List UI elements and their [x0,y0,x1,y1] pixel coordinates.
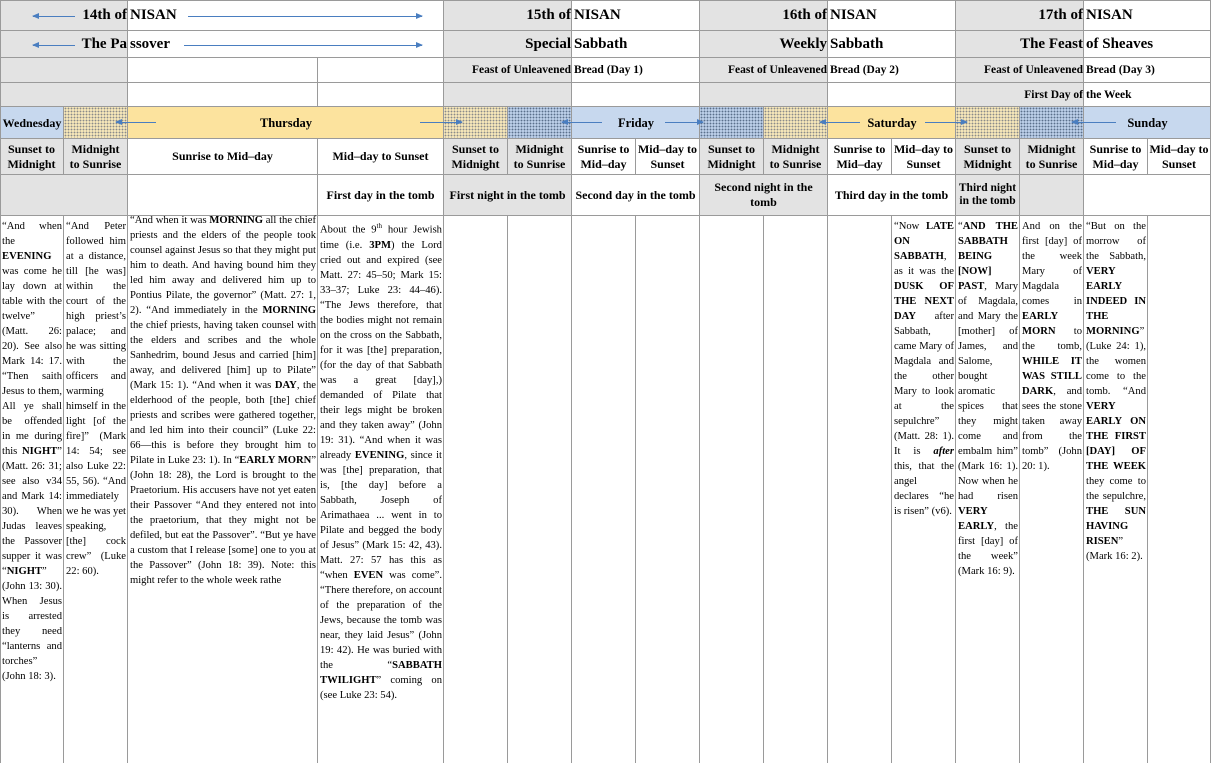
period-line1: Sunset to [707,141,755,156]
body-col [700,216,764,763]
row3-cell [128,58,318,83]
period-header [700,139,764,175]
arrow-right-icon [925,122,967,123]
period-line1: Mid–day to Sunset [332,149,429,163]
tomb-second-night: Second night in the tomb [700,175,828,216]
period-line1: Mid–day to [637,141,697,156]
tomb-cell [1084,175,1211,216]
tomb-cell [1020,175,1084,216]
tomb-third-night: Third night in the tomb [956,175,1020,216]
row3-cell [0,58,128,83]
nisan15-label-left: 15th of [526,7,571,23]
sheaves-label-left: The Feast [1020,36,1083,52]
unleavened-day3-right: Bread (Day 3) [1086,64,1155,76]
period-line2: Midnight [707,156,756,171]
period-line1: Sunset to [451,141,499,156]
period-line1: Sunset to [7,141,55,156]
passover-label-right: ssover [130,36,170,52]
tomb-cell [128,175,318,216]
unleavened-day2-left: Feast of Unleavened [727,64,827,76]
body-col [572,216,636,763]
arrow-right-icon [184,45,422,46]
arrow-left-icon [33,45,75,46]
text-thursday-afternoon: About the 9th hour Jewish time (i.e. 3PM) the Lord cried out and expired (see Matt. 27: 45–50; Mark 15: 33–37; Luke 23: 44–46). “The Jews therefore, that the bodies might not remain on the cross on the Sabbath, for it was [the] preparation, (for the day of that Sabbath was a great [day],) demanded of Pilate that their legs might be broken and they taken away” (John 19: 31). “And when it was already EVENING, since it was [the] preparation, that is, [the day] before a Sabbath, Joseph of Arimathaea ... went in to Pilate and begged the body of Jesus” (Mark 15: 42, 43). Matt. 27: 57 has this as “when EVEN was come”. “There therefore, on account of the preparation of the Jews, because the tomb was near, they laid Jesus” (John 19: 42). He was buried with the “SABBATH TWILIGHT” coming on (see Luke 23: 54). [320,222,442,701]
tomb-first-day: First day in the tomb [318,175,444,216]
tomb-first-night: First night in the tomb [444,175,572,216]
text-saturday-evening: “AND THE SABBATH BEING [NOW] PAST, Mary of Magdala, and Mary the [mother] of James, and Salome, bought aromatic spices that they might come and embalm him” (Mark 16: 1). Now when he had risen VERY EARLY, the first [day] of the week” (Mark 16: 9). [958,221,1018,577]
period-line1: Midnight [1027,141,1076,156]
text-wednesday-night: “And Peter followed him at a distance, till [he was] within the court of the high priest’s palace; and he was sitting with the officers and warming himself in the light [of the fire]” (Mark 14: 54; see also Luke 22: 55, 56). “And immediately we he was yet speaking, [the] cock crew” (Luke 22: 60). [66,221,126,577]
period-line1: Mid–day to [1149,141,1209,156]
period-line1: Sunrise to [833,141,886,156]
period-line1: Mid–day to [893,141,953,156]
period-line1: Midnight [71,141,120,156]
period-header [636,139,700,175]
text-saturday-afternoon: “Now LATE ON SABBATH, as it was the DUSK OF THE NEXT DAY after Sabbath, came Mary of Magdala and the other Mary to look at the sepulchre” (Matt. 28: 1). It is after this, that the angel declares “he is risen” (v6). [894,221,954,517]
passover-label-left: The Pa [81,36,127,52]
text-saturday-night: And on the first [day] of the week Mary of Magdala comes in EARLY MORN to the tomb, WHILE IT WAS STILL DARK, and sees the stone taken away from the tomb” (John 20: 1). [1022,221,1082,472]
period-header [1020,139,1084,175]
period-line2: to Sunrise [1025,156,1078,171]
period-line1: Sunrise to [1089,141,1142,156]
body-col [764,216,828,763]
friday-label: Friday [617,115,655,130]
friday-night-a [700,107,764,139]
period-header [128,139,318,175]
unleavened-day1-left: Feast of Unleavened [471,64,571,76]
saturday-label: Saturday [867,115,917,130]
period-line1: Sunset to [963,141,1011,156]
period-line1: Midnight [771,141,820,156]
unleavened-day3-left: Feast of Unleavened [983,64,1083,76]
arrow-right-icon [665,122,703,123]
unleavened-day2-right: Bread (Day 2) [830,64,899,76]
period-header [64,139,128,175]
tomb-third-day: Third day in the tomb [828,175,956,216]
nisan16-label-right: NISAN [830,7,877,23]
arrow-left-icon [33,16,75,17]
period-line2: Sunset [650,156,685,171]
period-line2: Mid–day [580,156,627,171]
first-day-week-left: First Day of [1024,89,1083,101]
period-line2: Sunset [906,156,941,171]
period-header [444,139,508,175]
period-line2: to Sunrise [513,156,566,171]
period-header [764,139,828,175]
special-sabbath-left: Special [525,36,571,52]
period-header [892,139,956,175]
first-day-week-right: the Week [1086,89,1132,101]
period-line2: Midnight [963,156,1012,171]
body-col [636,216,700,763]
period-line1: Sunrise to [577,141,630,156]
unleavened-day1-right: Bread (Day 1) [574,64,643,76]
nisan14-label-left: 14th of [82,7,127,23]
row3-cell [318,58,444,83]
period-header [572,139,636,175]
row4-cell [444,83,572,107]
period-line2: Sunset [1161,156,1196,171]
row4-cell [828,83,956,107]
period-header [956,139,1020,175]
nisan15-label-right: NISAN [574,7,621,23]
row4-cell [572,83,700,107]
special-sabbath-right: Sabbath [574,36,628,52]
row4-cell [128,83,318,107]
text-sunday-morning: “But on the morrow of the Sabbath, VERY EARLY INDEED IN THE MORNING” (Luke 24: 1), the women come to the tomb. “And VERY EARLY ON THE FIRST [DAY] OF THE WEEK they come to the sepulchre, THE SUN HAVING RISEN” (Mark 16: 2). [1086,221,1146,562]
body-col [1148,216,1211,763]
nisan16-label-left: 16th of [782,7,827,23]
thursday-night-a [444,107,508,139]
period-header [0,139,64,175]
thursday-label: Thursday [259,115,313,130]
arrow-left-icon [1072,122,1116,123]
sheaves-label-right: of Sheaves [1086,36,1154,52]
period-header [828,139,892,175]
text-thursday-morning: “And when it was MORNING all the chief priests and the elders of the people took counsel against Jesus so that they might put him to death. And having bound him they led him away and delivered him up to Pontius Pilate, the governor” (Matt. 27: 1, 2). “And immediately in the MORNING the chief priests, having taken counsel with the elders and scribes and the whole Sanhedrim, bound Jesus and carried [him] away, and delivered [him] up to Pilate” (Mark 15: 1). “And when it was DAY, the elderhood of the people, both [the] chief priests and scribes were gathered together, and led him into their council” (Luke 22: 66—this is before they brought him to Pilate in Luke 23: 1). In “EARLY MORN” (John 18: 28), the Lord is brought to the Praetorium. His accusers have not yet eaten their Passover “And they entered not into the praetorium, that they might not be defiled, but eat the Passover”. “But ye have a custom that I release [some] one to you at the Passover” (John 18: 39). Note: this might refer to the whole week rathe [130,215,317,586]
period-line1: Sunrise to Mid–day [172,149,273,163]
arrow-right-icon [420,122,462,123]
period-line2: to Sunrise [69,156,122,171]
period-header [508,139,572,175]
nisan14-label-right: NISAN [130,7,177,23]
wednesday-label: Wednesday [2,115,62,130]
period-line2: Midnight [451,156,500,171]
period-line2: to Sunrise [769,156,822,171]
body-col [508,216,572,763]
period-line2: Mid–day [836,156,883,171]
row4-cell [318,83,444,107]
period-header [1148,139,1211,175]
tomb-second-day: Second day in the tomb [572,175,700,216]
arrow-left-icon [562,122,602,123]
period-header [1084,139,1148,175]
nisan17-label-right: NISAN [1086,7,1133,23]
sunday-label: Sunday [1127,115,1168,130]
period-header [318,139,444,175]
nisan17-label-left: 17th of [1038,7,1083,23]
row4-cell [700,83,828,107]
text-wednesday-evening: “And when the EVENING was come he lay down at table with the twelve” (Matt. 26: 20). See also Mark 14: 17. “Then saith Jesus to them, All ye shall be offended in me during this NIGHT” (Matt. 26: 31; see also v34 and Mark 14: 30). When Judas leaves the Passover supper it was “NIGHT” (John 13: 30). When Jesus is arrested they need “lanterns and torches” (John 18: 3). [2,221,62,682]
weekly-sabbath-right: Sabbath [830,36,884,52]
period-line1: Midnight [515,141,564,156]
weekly-sabbath-left: Weekly [779,36,827,52]
row4-cell [0,83,128,107]
arrow-right-icon [188,16,422,17]
body-col [828,216,892,763]
arrow-left-icon [820,122,860,123]
period-line2: Mid–day [1092,156,1139,171]
period-line2: Midnight [7,156,56,171]
body-col [444,216,508,763]
arrow-left-icon [116,122,156,123]
tomb-cell [0,175,128,216]
